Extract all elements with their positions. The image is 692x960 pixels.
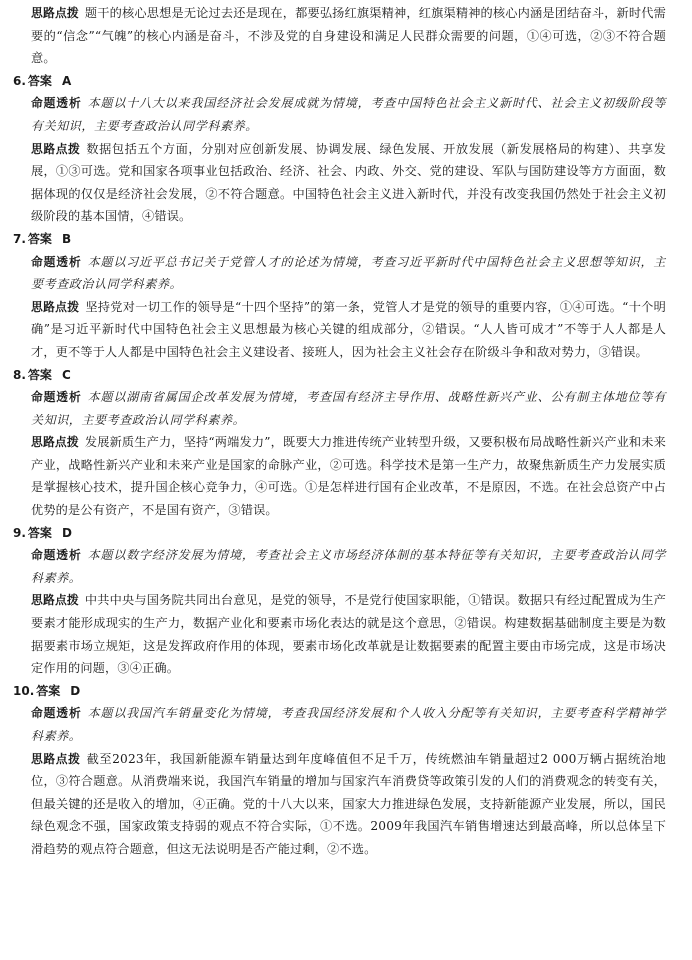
hint-label: 思路点拨 [31, 435, 79, 450]
intro-hint [13, 2, 666, 70]
analysis-label: 命题透析 [31, 548, 82, 563]
analysis-text: 本题以我国汽车销量变化为情境，考查我国经济发展和个人收入分配等有关知识，主要考查科学精神学科素养。 [31, 706, 666, 743]
hint-label: 思路点拨 [31, 751, 81, 766]
hint-label: 思路点拨 [31, 593, 79, 608]
hint-paragraph [13, 589, 666, 679]
question-number: 10. [13, 683, 35, 698]
hint-label: 思路点拨 [31, 141, 81, 156]
hint-label: 思路点拨 [31, 6, 79, 20]
answer-line [13, 228, 666, 251]
answer-value: C [61, 367, 71, 382]
analysis-text: 本题以数字经济发展为情境，考查社会主义市场经济体制的基本特征等有关知识，主要考查政治认同学科素养。 [31, 548, 666, 585]
hint-paragraph [13, 138, 666, 228]
answer-line [13, 522, 666, 545]
question-number: 8. [13, 367, 26, 382]
hint-paragraph [13, 431, 666, 521]
answer-item-9 [13, 522, 666, 680]
analysis-label: 命题透析 [31, 254, 82, 269]
analysis-label: 命题透析 [31, 706, 82, 721]
answer-value: D [61, 525, 72, 540]
question-number: 6. [13, 73, 26, 88]
hint-label: 思路点拨 [31, 299, 80, 314]
answer-line [13, 364, 666, 387]
answer-value: B [61, 231, 72, 246]
answer-label: 答案 [27, 73, 52, 88]
hint-paragraph [13, 748, 666, 861]
analysis-paragraph [13, 544, 666, 589]
hint-text: 数据包括五个方面，分别对应创新发展、协调发展、绿色发展、开放发展（新发展格局的构建）、共享发展，①③可选。党和国家各项事业包括政治、经济、社会、内政、外交、党的建设、军队与国防建设等方方面面，数据体现的仅仅是经济社会发展，②不符合题意。中国特色社会主义进入新时代，并没有改变我国仍然处于社会主义初级阶段的基本国情，④错误。 [31, 141, 666, 224]
analysis-paragraph [13, 251, 666, 296]
hint-text: 中共中央与国务院共同出台意见，是党的领导，不是党行使国家职能，①错误。数据只有经过配置成为生产要素才能形成现实的生产力，数据产业化和要素市场化表达的就是这个意思，②错误。构建数据基础制度主要是为数据要素市场立规矩，这是发挥政府作用的体现，要素市场化改革就是让数据要素的配置主要由市场完成，这是市场决定作用的问题，③④正确。 [31, 593, 666, 676]
analysis-text: 本题以习近平总书记关于党管人才的论述为情境，考查习近平新时代中国特色社会主义思想等知识，主要考查政治认同学科素养。 [31, 254, 666, 292]
analysis-text: 本题以湖南省属国企改革发展为情境，考查国有经济主导作用、战略性新兴产业、公有制主体地位等有关知识，主要考查政治认同学科素养。 [31, 390, 666, 427]
analysis-paragraph [13, 386, 666, 431]
analysis-label: 命题透析 [31, 390, 82, 405]
analysis-paragraph [13, 92, 666, 137]
analysis-text: 本题以十八大以来我国经济社会发展成就为情境，考查中国特色社会主义新时代、社会主义初级阶段等有关知识，主要考查政治认同学科素养。 [31, 96, 666, 133]
answer-item-8 [13, 364, 666, 522]
hint-text: 发展新质生产力，坚持“两端发力”，既要大力推进传统产业转型升级，又要积极布局战略性新兴产业和未来产业，战略性新兴产业和未来产业是国家的命脉产业，②可选。科学技术是第一生产力，故聚焦新质生产力发展实质是掌握核心技术，提升国企核心竞争力，④可选。①是怎样进行国有企业改革，不是原因，不选。在社会总资产中占优势的是公有资产，不是国有资产，③错误。 [31, 435, 666, 518]
hint-text: 题干的核心思想是无论过去还是现在，都要弘扬红旗渠精神，红旗渠精神的核心内涵是团结奋斗，新时代需要的“信念”“气魄”的核心内涵是奋斗，不涉及党的自身建设和满足人民群众需要的问题，①④可选，②③不符合题意。 [31, 6, 666, 66]
hint-text: 截至2023年，我国新能源车销量达到年度峰值但不足千万，传统燃油车销量超过2 000万辆占据统治地位，③符合题意。从消费端来说，我国汽车销量的增加与国家汽车消费贷等政策引发的人们的消费观念的转变有关，但最关键的还是收入的增加，④正确。党的十八大以来，国家大力推进绿色发展，支持新能源产业发展，所以，国民绿色观念不强，国家政策支持弱的观点不符合实际，①不选。2009年我国汽车销售增速达到最高峰，所以总体呈下滑趋势的观点符合题意，但这无法说明是否产能过剩，②不选。 [31, 751, 666, 856]
question-number: 9. [13, 525, 26, 540]
answer-label: 答案 [36, 683, 61, 698]
answer-value: A [61, 73, 72, 88]
hint-text: 坚持党对一切工作的领导是“十四个坚持”的第一条，党管人才是党的领导的重要内容，①④可选。“十个明确”是习近平新时代中国特色社会主义思想最为核心关键的组成部分，②错误。“人人皆可成才”不等于人人都是人才，更不等于人人都是中国特色社会主义建设者、接班人，因为社会主义社会存在阶级斗争和敌对势力，③错误。 [31, 299, 666, 359]
answer-line [13, 680, 666, 703]
question-number: 7. [13, 231, 26, 246]
analysis-paragraph [13, 702, 666, 747]
answer-label: 答案 [27, 367, 52, 382]
answer-item-10 [13, 680, 666, 861]
answer-label: 答案 [27, 525, 52, 540]
answer-line [13, 70, 666, 93]
answer-label: 答案 [27, 231, 52, 246]
answer-value: D [70, 683, 81, 698]
answer-item-7 [13, 228, 666, 364]
analysis-label: 命题透析 [31, 96, 82, 111]
hint-paragraph [13, 296, 666, 364]
answer-item-6 [13, 70, 666, 228]
